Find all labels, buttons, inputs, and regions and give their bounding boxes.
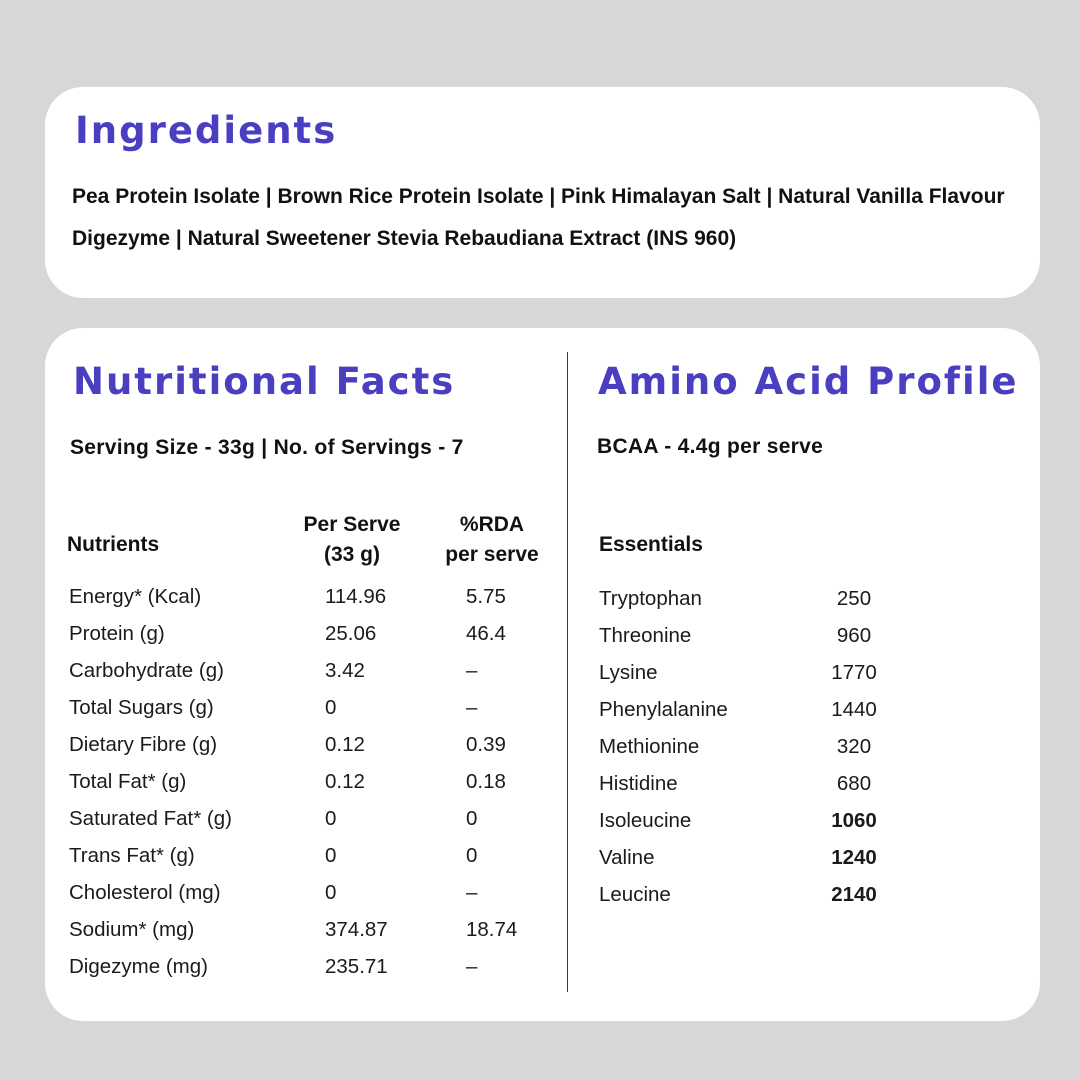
nutrient-row	[45, 733, 565, 763]
ingredients-line-2: Digezyme | Natural Sweetener Stevia Rebaudiana Extract (INS 960)	[72, 227, 737, 250]
amino-row	[599, 846, 929, 876]
amino-name: Phenylalanine	[599, 698, 728, 721]
per-serve-value: 25.06	[325, 622, 377, 645]
per-serve-value: 0	[325, 881, 337, 904]
per-serve-value: 0.12	[325, 770, 365, 793]
amino-row	[599, 735, 929, 765]
rda-value: 0.39	[466, 733, 506, 756]
nutrient-name: Digezyme (mg)	[69, 955, 208, 978]
amino-value: 250	[836, 587, 872, 610]
nutrient-name: Total Fat* (g)	[69, 770, 187, 793]
ingredients-line-1: Pea Protein Isolate | Brown Rice Protein Isolate | Pink Himalayan Salt | Natural Vanilla Flavour	[72, 185, 1005, 208]
nutrient-name: Saturated Fat* (g)	[69, 807, 232, 830]
nutrient-name: Trans Fat* (g)	[69, 844, 195, 867]
nutrient-name: Cholesterol (mg)	[69, 881, 221, 904]
nutrient-name: Dietary Fibre (g)	[69, 733, 218, 756]
amino-name: Histidine	[599, 772, 678, 795]
amino-name: Isoleucine	[599, 809, 692, 832]
per-serve-value: 3.42	[325, 659, 365, 682]
rda-value: –	[466, 881, 478, 904]
per-serve-value: 0.12	[325, 733, 365, 756]
serving-size-text: Serving Size - 33g | No. of Servings - 7	[70, 436, 464, 459]
amino-row	[599, 624, 929, 654]
ingredients-card	[45, 87, 1040, 298]
amino-value: 320	[836, 735, 872, 758]
rda-value: –	[466, 659, 478, 682]
per-serve-value: 235.71	[325, 955, 388, 978]
per-serve-value: 114.96	[325, 585, 387, 608]
nutritional-facts-title: Nutritional Facts	[73, 360, 456, 403]
amino-value: 680	[836, 772, 872, 795]
rda-value: 0	[466, 807, 478, 830]
per-serve-header: Per Serve (33 g)	[303, 513, 401, 566]
nutrient-row	[45, 955, 565, 985]
per-serve-value: 0	[325, 807, 337, 830]
nutrient-name: Carbohydrate (g)	[69, 659, 224, 682]
amino-acid-title: Amino Acid Profile	[598, 360, 1019, 403]
amino-row	[599, 883, 929, 913]
rda-value: 5.75	[466, 585, 506, 608]
amino-row	[599, 698, 929, 728]
nutrient-name: Protein (g)	[69, 622, 165, 645]
per-serve-value: 0	[325, 844, 337, 867]
bcaa-text: BCAA - 4.4g per serve	[597, 435, 824, 458]
amino-name: Leucine	[599, 883, 671, 906]
amino-row	[599, 772, 929, 802]
amino-name: Tryptophan	[599, 587, 702, 610]
column-divider	[567, 352, 568, 992]
facts-card	[45, 328, 1040, 1021]
nutrient-row	[45, 918, 565, 948]
nutrients-header: Nutrients	[67, 533, 160, 556]
amino-row	[599, 661, 929, 691]
per-serve-value: 374.87	[325, 918, 388, 941]
amino-value: 1440	[831, 698, 877, 721]
amino-row	[599, 809, 929, 839]
amino-row	[599, 587, 929, 617]
nutrient-name: Energy* (Kcal)	[69, 585, 202, 608]
per-serve-value: 0	[325, 696, 337, 719]
amino-name: Valine	[599, 846, 655, 869]
essentials-header: Essentials	[599, 533, 703, 556]
rda-value: –	[466, 955, 478, 978]
amino-value: 1240	[831, 846, 877, 869]
nutrient-row	[45, 696, 565, 726]
rda-value: 0.18	[466, 770, 506, 793]
nutrient-row	[45, 844, 565, 874]
nutrient-row	[45, 659, 565, 689]
nutrient-row	[45, 622, 565, 652]
rda-value: –	[466, 696, 478, 719]
amino-name: Lysine	[599, 661, 658, 684]
nutrient-row	[45, 881, 565, 911]
nutrient-row	[45, 807, 565, 837]
rda-header: %RDA per serve	[445, 513, 539, 566]
amino-value: 2140	[831, 883, 877, 906]
amino-name: Threonine	[599, 624, 692, 647]
nutrient-name: Total Sugars (g)	[69, 696, 214, 719]
rda-value: 0	[466, 844, 478, 867]
amino-value: 1060	[831, 809, 877, 832]
amino-value: 1770	[831, 661, 877, 684]
rda-value: 46.4	[466, 622, 506, 645]
rda-value: 18.74	[466, 918, 518, 941]
amino-name: Methionine	[599, 735, 700, 758]
nutrient-row	[45, 770, 565, 800]
nutrient-name: Sodium* (mg)	[69, 918, 195, 941]
nutrient-row	[45, 585, 565, 615]
ingredients-title: Ingredients	[75, 109, 338, 152]
amino-value: 960	[836, 624, 872, 647]
